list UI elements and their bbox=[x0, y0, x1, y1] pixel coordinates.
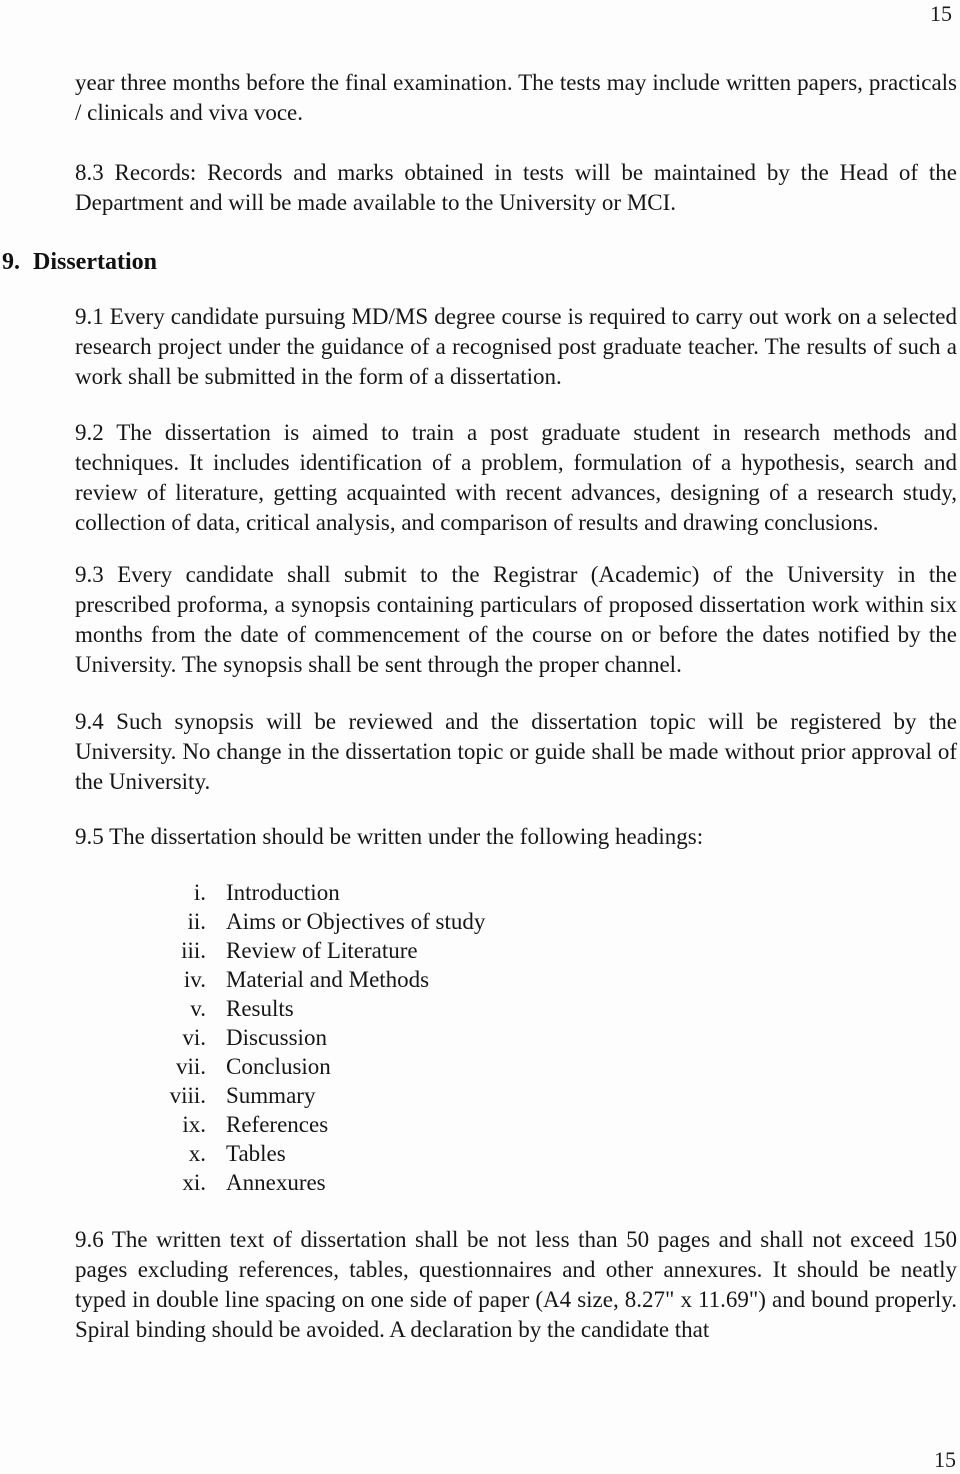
list-item-label: References bbox=[226, 1112, 329, 1137]
list-item-label: Annexures bbox=[226, 1170, 326, 1195]
page-number-top: 15 bbox=[930, 1, 952, 26]
paragraph-9-4: 9.4 Such synopsis will be reviewed and the dissertation topic will be registered by the University. No change in the dissertation topic or guide shall be made without prior approval of the University. bbox=[75, 709, 957, 794]
paragraph-9-6: 9.6 The written text of dissertation shall be not less than 50 pages and shall not exceed 150 pages excluding references, tables, questionnaires and other annexures. It should be neatly typed in double line spacing on one side of paper (A4 size, 8.27" x 11.69") and bound properly. Spiral binding should be avoided. A declaration by the candidate that bbox=[75, 1227, 957, 1342]
list-item-label: Summary bbox=[226, 1083, 316, 1108]
list-item-numeral: vi. bbox=[182, 1025, 206, 1050]
list-item-numeral: xi. bbox=[182, 1170, 206, 1195]
paragraph-9-2: 9.2 The dissertation is aimed to train a post graduate student in research methods and techniques. It includes identification of a problem, formulation of a hypothesis, search and review of literature, getting acquainted with recent advances, designing of a research study, collection of data, critical analysis, and comparison of results and drawing conclusions. bbox=[75, 420, 957, 535]
list-item-label: Introduction bbox=[226, 880, 340, 905]
list-item bbox=[75, 1110, 957, 1139]
list-item-numeral: vii. bbox=[175, 1054, 206, 1079]
list-item-numeral: viii. bbox=[169, 1083, 206, 1108]
list-item-numeral: x. bbox=[188, 1141, 206, 1166]
list-item-label: Conclusion bbox=[226, 1054, 331, 1079]
list-item-numeral: ii. bbox=[187, 909, 206, 934]
paragraph-continuation: year three months before the final examination. The tests may include written papers, practicals / clinicals and viva voce. bbox=[75, 70, 957, 125]
list-item-label: Tables bbox=[226, 1141, 286, 1166]
list-item-numeral: iv. bbox=[183, 967, 206, 992]
list-item-numeral: ix. bbox=[182, 1112, 206, 1137]
list-item bbox=[75, 1023, 957, 1052]
list-item bbox=[75, 1052, 957, 1081]
section-title: Dissertation bbox=[33, 249, 157, 275]
list-item-label: Material and Methods bbox=[226, 967, 430, 992]
list-item-numeral: iii. bbox=[181, 938, 206, 963]
paragraph-9-1: 9.1 Every candidate pursuing MD/MS degree course is required to carry out work on a selected research project under the guidance of a recognised post graduate teacher. The results of such a work shall be submitted in the form of a dissertation. bbox=[75, 304, 957, 389]
list-item bbox=[75, 878, 957, 907]
list-item bbox=[75, 965, 957, 994]
list-item bbox=[75, 1139, 957, 1168]
paragraph-9-3: 9.3 Every candidate shall submit to the Registrar (Academic) of the University in the prescribed proforma, a synopsis containing particulars of proposed dissertation work within six months from the date of commencement of the course on or before the dates notified by the University. The synopsis shall be sent through the proper channel. bbox=[75, 562, 957, 677]
list-item bbox=[75, 1081, 957, 1110]
list-item bbox=[75, 994, 957, 1023]
list-item bbox=[75, 907, 957, 936]
list-item-label: Discussion bbox=[226, 1025, 327, 1050]
section-number: 9. bbox=[2, 249, 20, 275]
list-item-label: Review of Literature bbox=[226, 938, 418, 963]
list-item-label: Aims or Objectives of study bbox=[226, 909, 486, 934]
section-heading-dissertation bbox=[2, 246, 957, 278]
paragraph-9-5: 9.5 The dissertation should be written under the following headings: bbox=[75, 824, 704, 849]
paragraph-8-3-records: 8.3 Records: Records and marks obtained in tests will be maintained by the Head of the Department and will be made available to the University or MCI. bbox=[75, 160, 957, 215]
list-item-label: Results bbox=[226, 996, 294, 1021]
list-item-numeral: i. bbox=[193, 880, 206, 905]
list-item bbox=[75, 1168, 957, 1197]
page-content bbox=[2, 68, 957, 1345]
page-number-bottom: 15 bbox=[934, 1447, 956, 1472]
list-item bbox=[75, 936, 957, 965]
list-item-numeral: v. bbox=[190, 996, 206, 1021]
dissertation-headings-list bbox=[75, 878, 957, 1197]
